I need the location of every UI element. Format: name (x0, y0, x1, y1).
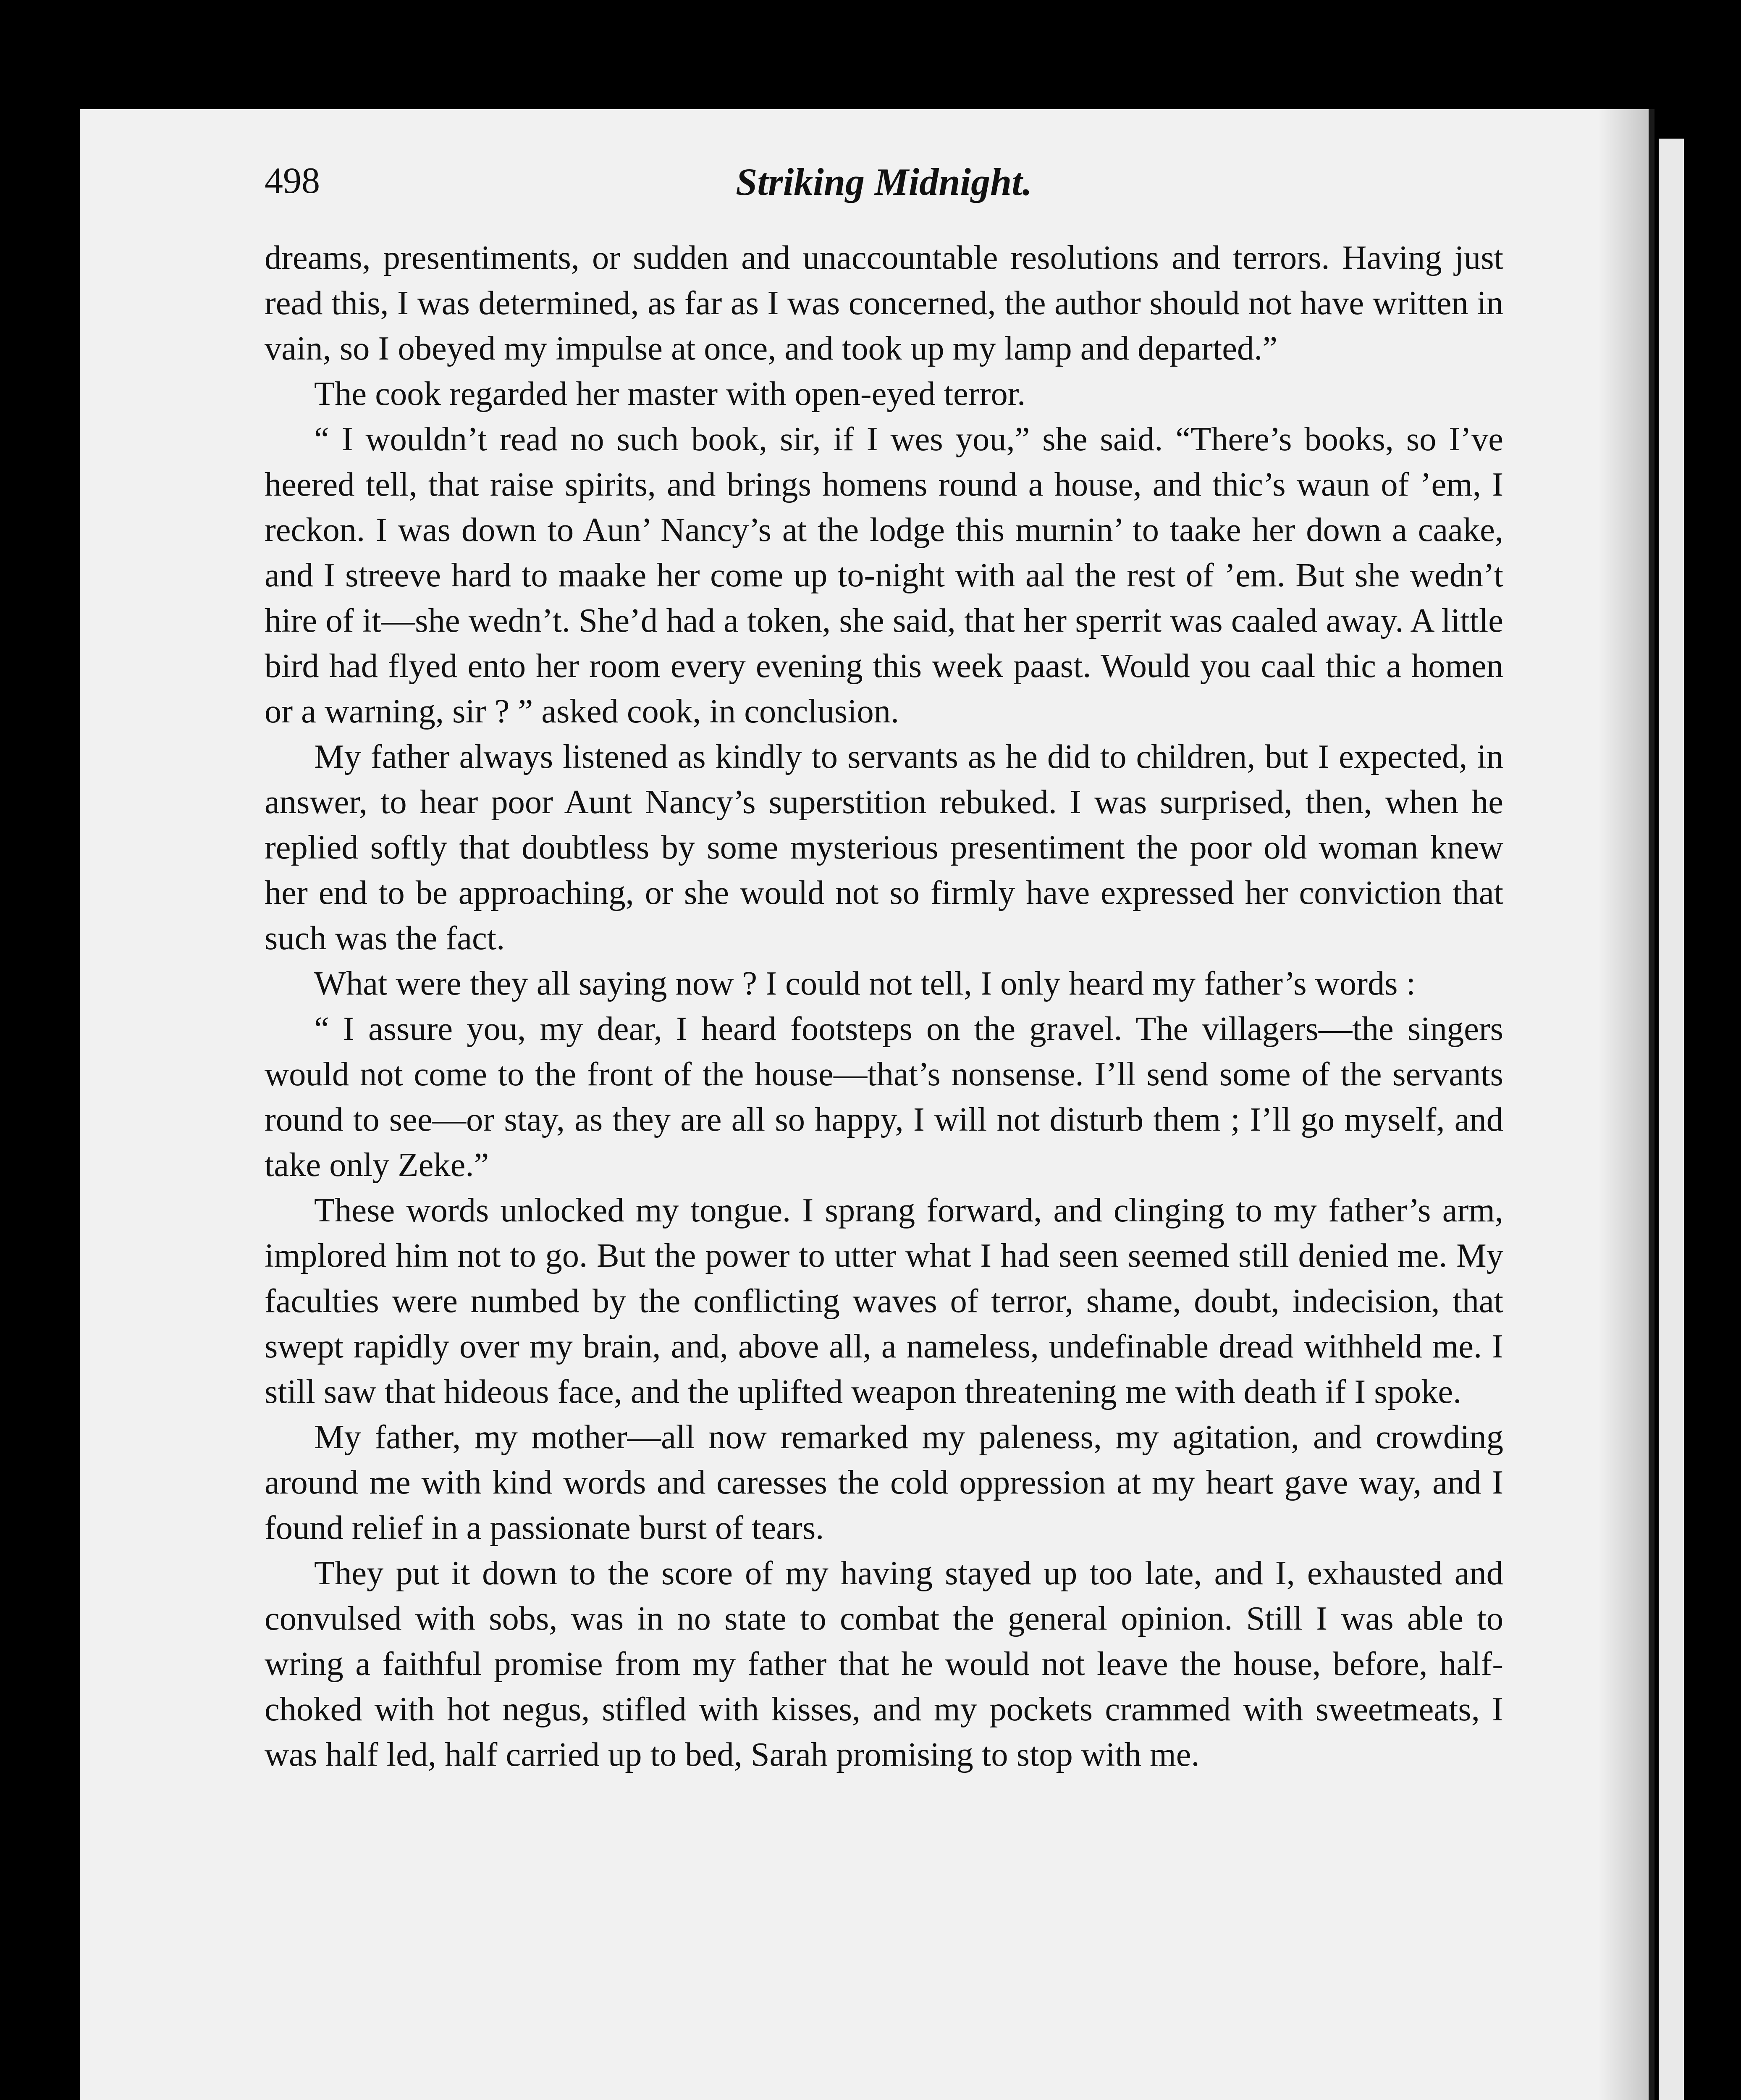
page-number: 498 (265, 160, 320, 201)
spine-shadow (1598, 109, 1649, 2100)
paragraph: My father, my mother—all now remarked my paleness, my agitation, and crowding around me with kind words and caresses the cold oppression at my heart gave way, and I found relief in a passionate burst of tears. (265, 1418, 1503, 1546)
body-text (265, 235, 1503, 2100)
paragraph: My father always listened as kindly to servants as he did to children, but I expected, in answer, to hear poor Aunt Nancy’s superstition rebuked. I was surprised, then, when he replied softly that doubtless by some mysterious presentiment the poor old woman knew her end to be approaching, or she would not so firmly have expressed her conviction that such was the fact. (265, 738, 1503, 957)
paragraph: “ I assure you, my dear, I heard footsteps on the gravel. The villagers—the singers would not come to the front of the house—that’s nonsense. I’ll send some of the servants round to see—or stay, as they are all so happy, I will not disturb them ; I’ll go myself, and take only Zeke.” (265, 1010, 1503, 1184)
running-head (265, 160, 1503, 227)
paragraph: These words unlocked my tongue. I sprang forward, and clinging to my father’s arm, implored him not to go. But the power to utter what I had seen seemed still denied me. My faculties were numbed by the conflicting waves of terror, shame, doubt, indecision, that swept rapidly over my brain, and, above all, a nameless, undefinable dread withheld me. I still saw that hideous face, and the uplifted weapon threatening me with death if I spoke. (265, 1192, 1503, 1410)
paragraph: What were they all saying now ? I could not tell, I only heard my father’s words : (314, 965, 1416, 1002)
paragraph: They put it down to the score of my having stayed up too late, and I, exhausted and convulsed with sobs, was in no state to combat the general opinion. Still I was able to wring a faithful promise from my father that he would not leave the house, before, half-choked with hot negus, stifled with kisses, and my pockets crammed with sweetmeats, I was half led, half carried up to bed, Sarah promising to stop with me. (265, 1554, 1503, 1773)
paragraph: “ I wouldn’t read no such book, sir, if I wes you,” she said. “There’s books, so I’ve heered tell, that raise spirits, and brings homens round a house, and thic’s waun of ’em, I reckon. I was down to Aun’ Nancy’s at the lodge this murnin’ to taake her down a caake, and I streeve hard to maake her come up to-night with aal the rest of ’em. But she wedn’t hire of it—she wedn’t. She’d had a token, she said, that her sperrit was caaled away. A little bird had flyed ento her room every evening this week paast. Would you caal thic a homen or a warning, sir ? ” asked cook, in conclusion. (265, 420, 1503, 730)
paragraph: dreams, presentiments, or sudden and unaccountable resolutions and terrors. Having just read this, I was determined, as far as I was concerned, the author should not have written in vain, so I obeyed my impulse at once, and took up my lamp and departed.” (265, 239, 1503, 367)
next-page-edge (1659, 139, 1684, 2100)
running-title: Striking Midnight. (736, 160, 1032, 203)
paragraph: The cook regarded her master with open-eyed terror. (314, 375, 1026, 412)
